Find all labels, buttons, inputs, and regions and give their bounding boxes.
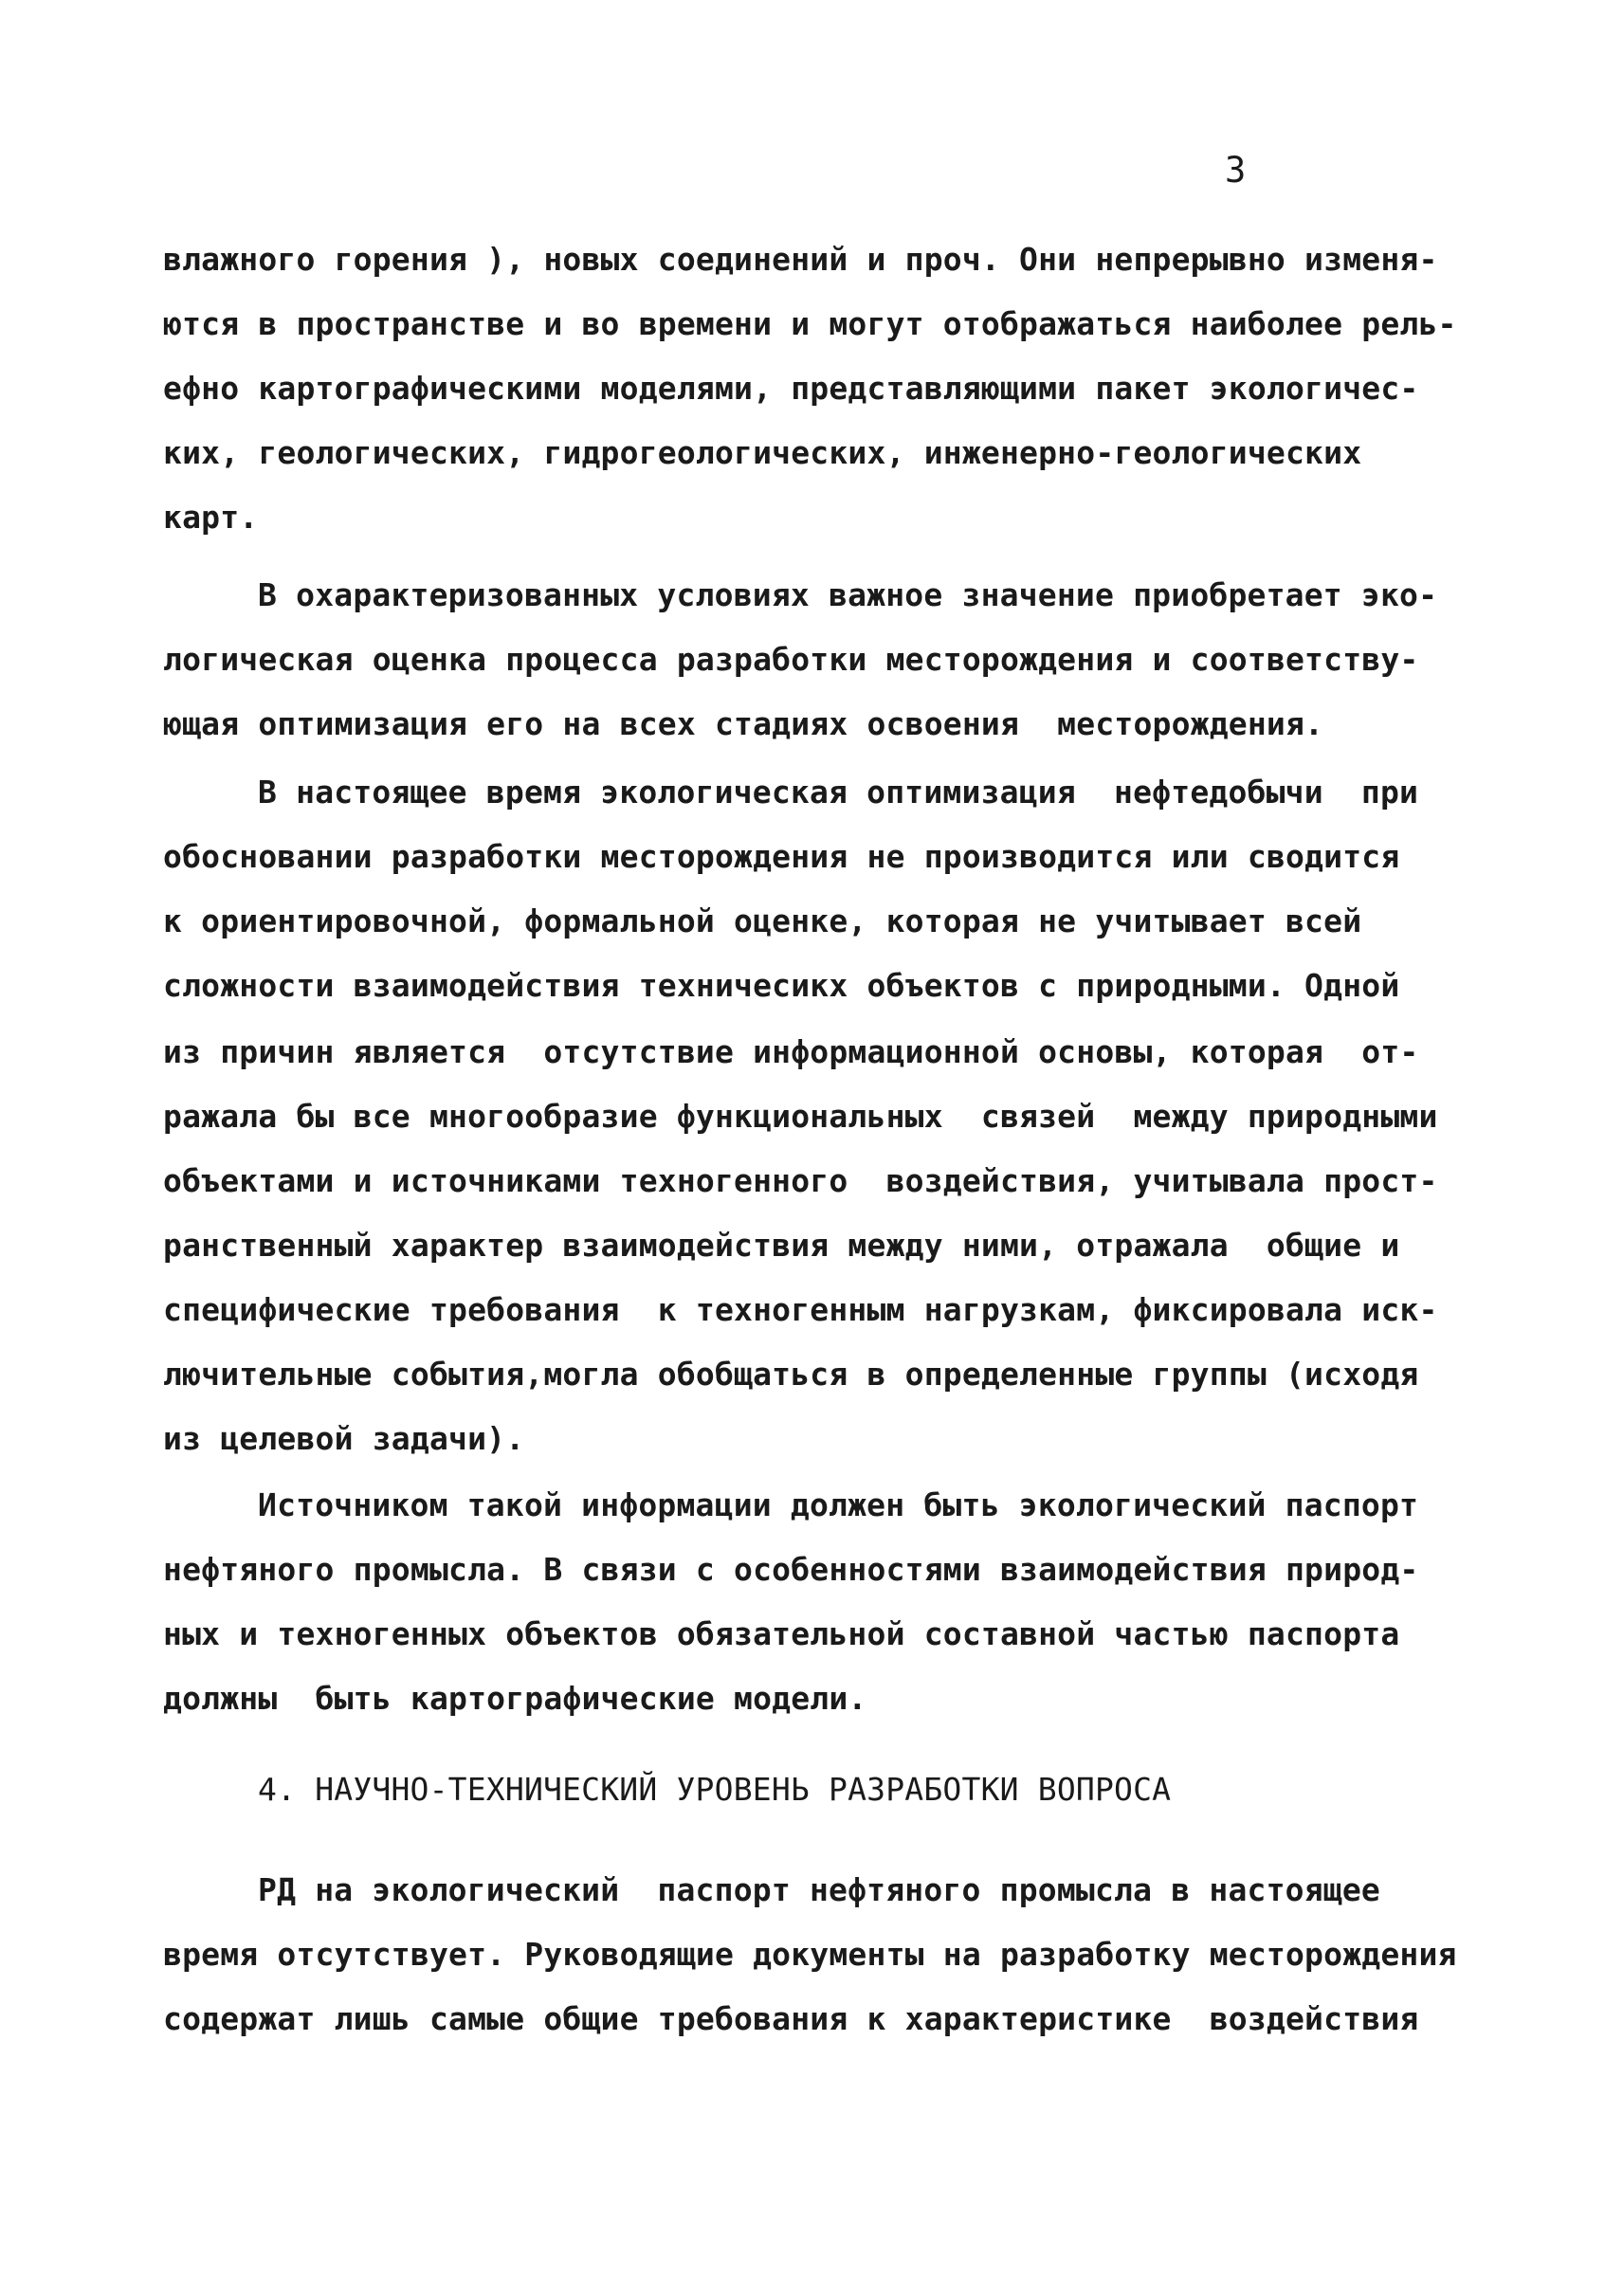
text-line: нефтяного промысла. В связи с особенностями взаимодействия природ- — [163, 1551, 1419, 1588]
text-line: карт. — [163, 499, 259, 536]
text-line: из причин является отсутствие информационной основы, которая от- — [163, 1033, 1419, 1070]
text-line: ких, геологических, гидрогеологических, инженерно-геологических — [163, 434, 1362, 471]
text-line: специфические требования к техногенным нагрузкам, фиксировала иск- — [163, 1291, 1438, 1328]
text-line: ющая оптимизация его на всех стадиях освоения месторождения. — [163, 705, 1324, 742]
text-line: обосновании разработки месторождения не производится или сводится — [163, 838, 1400, 875]
text-line: сложности взаимодействия техничесикх объектов с природными. Одной — [163, 967, 1400, 1004]
text-line: объектами и источниками техногенного воздействия, учитывала прост- — [163, 1162, 1438, 1199]
text-line: ефно картографическими моделями, представляющими пакет экологичес- — [163, 370, 1419, 407]
text-line: ются в пространстве и во времени и могут отображаться наиболее рель- — [163, 305, 1457, 342]
text-line: ных и техногенных объектов обязательной составной частью паспорта — [163, 1615, 1400, 1652]
text-line: В настоящее время экологическая оптимизация нефтедобычи при — [258, 774, 1419, 811]
text-line: В охарактеризованных условиях важное значение приобретает эко- — [258, 576, 1438, 613]
page-number: 3 — [1225, 150, 1247, 191]
text-line: к ориентировочной, формальной оценке, которая не учитывает всей — [163, 902, 1362, 939]
text-line: должны быть картографические модели. — [163, 1680, 867, 1717]
text-line: время отсутствует. Руководящие документы на разработку месторождения — [163, 1936, 1457, 1973]
section-heading: 4. НАУЧНО-ТЕХНИЧЕСКИЙ УРОВЕНЬ РАЗРАБОТКИ ВОПРОСА — [258, 1771, 1172, 1808]
text-line: содержат лишь самые общие требования к характеристике воздействия — [163, 2000, 1419, 2037]
text-line: логическая оценка процесса разработки месторождения и соответству- — [163, 641, 1419, 678]
text-line: лючительные события,могла обобщаться в определенные группы (исходя — [163, 1356, 1419, 1393]
text-line: ранственный характер взаимодействия между ними, отражала общие и — [163, 1227, 1400, 1264]
text-line: влажного горения ), новых соединений и проч. Они непрерывно изменя- — [163, 241, 1438, 278]
text-line: Источником такой информации должен быть экологический паспорт — [258, 1486, 1419, 1523]
text-line: ражала бы все многообразие функциональных связей между природными — [163, 1098, 1438, 1135]
text-line: из целевой задачи). — [163, 1420, 525, 1457]
text-line: РД на экологический паспорт нефтяного промысла в настоящее — [258, 1871, 1380, 1908]
